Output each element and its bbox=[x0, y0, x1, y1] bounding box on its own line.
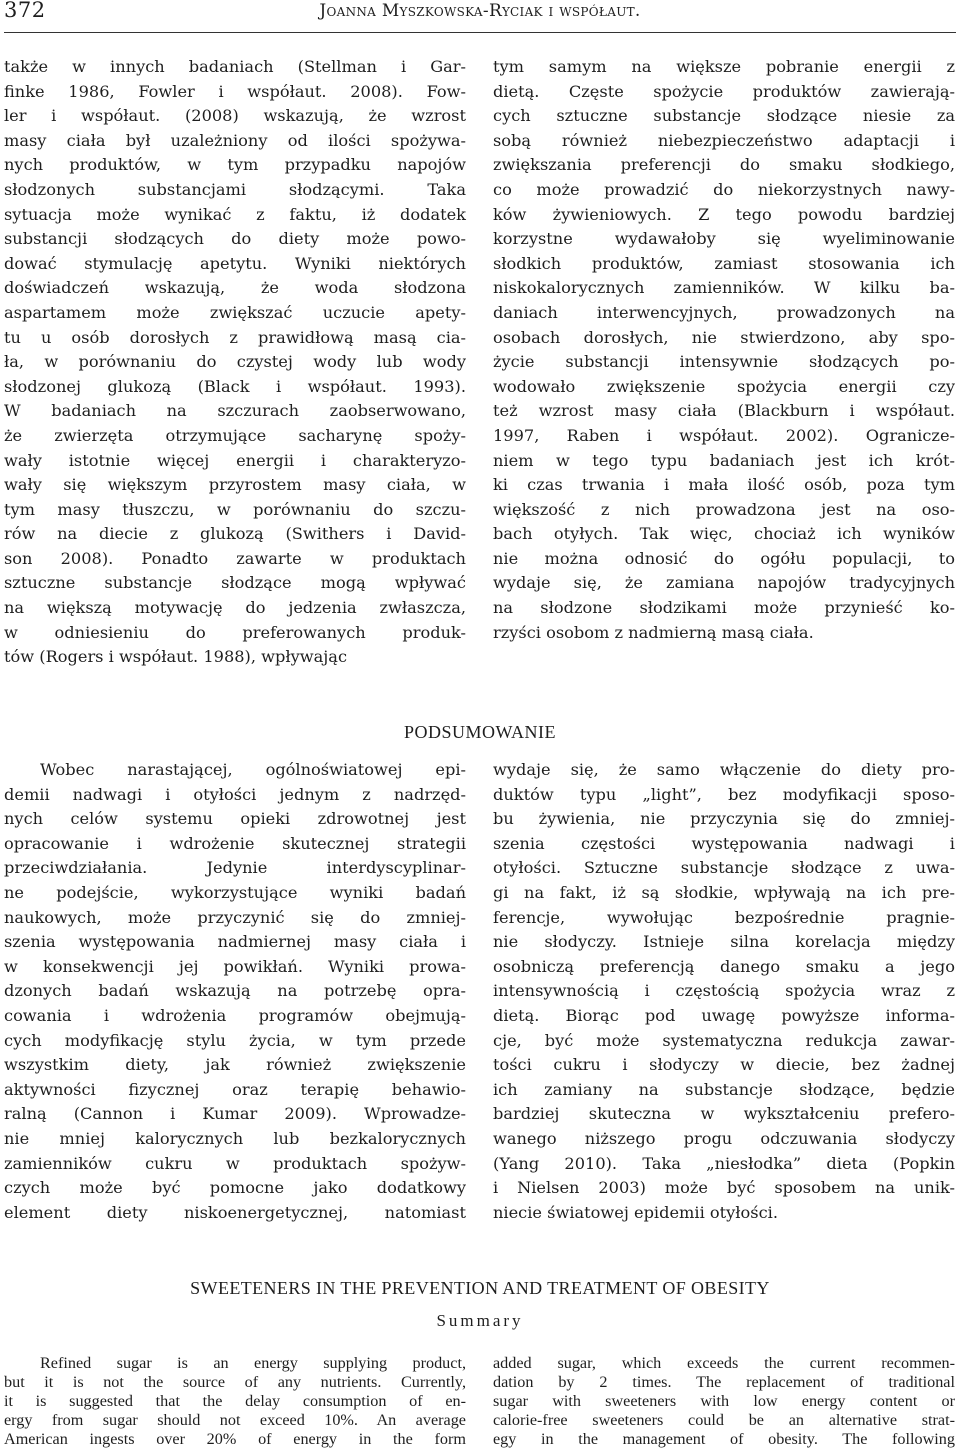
text-line: czych może być pomocne jako dodatkowy bbox=[4, 1178, 466, 1198]
text-line: wanego niższego progu odczuwania słodyczy bbox=[493, 1128, 955, 1148]
text-line: tów (Rogers i współaut. 1988), wpływając bbox=[4, 647, 348, 667]
text-line: ferencje, wywołując bezpośrednie pragnie- bbox=[493, 907, 955, 927]
text-line: w odniesieniu do preferowanych produk- bbox=[4, 622, 466, 642]
text-line: wały się większym przyrostem masy ciała, w bbox=[4, 475, 466, 495]
text-line: tym masy tłuszczu, w porównaniu do szczu- bbox=[4, 499, 466, 519]
text-line: ków żywieniowych. Z tego powodu bardziej bbox=[493, 204, 955, 224]
text-line: ergy from sugar should not exceed 10%. An average bbox=[4, 1411, 466, 1429]
text-line: rów na diecie z glukozą (Swithers i David- bbox=[4, 524, 466, 544]
text-line: osobniczą preferencją danego smaku a jego bbox=[493, 956, 955, 976]
running-head: Joanna Myszkowska-Ryciak i współaut. bbox=[319, 1, 641, 21]
english-title: SWEETENERS IN THE PREVENTION AND TREATMENT OF OBESITY bbox=[190, 1278, 770, 1298]
text-line: demii nadwagi i otyłości jednym z nadrzęd- bbox=[4, 784, 466, 804]
body-column-right bbox=[493, 55, 955, 645]
text-line: wydaje się, że samo włączenie do diety pro- bbox=[493, 760, 955, 779]
summary-en-column-right bbox=[493, 1354, 955, 1449]
text-line: aspartamem może zwiększać uczucie apety- bbox=[4, 302, 466, 322]
text-line: ralną (Cannon i Kumar 2009). Wprowadze- bbox=[4, 1104, 466, 1124]
text-line: masy ciała był uzależniony od ilości spożywa- bbox=[4, 130, 466, 150]
text-line: w konsekwencji jej powikłań. Wyniki prowa- bbox=[4, 956, 466, 976]
text-line: daniach interwencyjnych, prowadzonych na bbox=[493, 302, 955, 322]
text-line: życie substancji intensywnie słodzących po- bbox=[493, 352, 955, 372]
text-line: finke 1986, Fowler i współaut. 2008). Fow- bbox=[4, 81, 466, 101]
text-line: słodkich produktów, zamiast stosowania ich bbox=[493, 253, 955, 273]
text-line: tym samym na większe pobranie energii z bbox=[493, 57, 955, 76]
text-line: też wzrost masy ciała (Blackburn i współaut. bbox=[493, 401, 955, 421]
text-line: dation by 2 times. The replacement of traditional bbox=[493, 1373, 955, 1391]
text-line: niskokalorycznych zamienników. W kilku ba- bbox=[493, 278, 955, 298]
text-line: gi na fakt, iż są słodkie, wpływają na ich pre- bbox=[493, 882, 955, 902]
text-line: nych celów systemu opieki zdrowotnej jest bbox=[4, 809, 466, 829]
text-line: calorie-free sweeteners could be an alternative strat- bbox=[493, 1411, 955, 1429]
text-line: bu żywienia, nie przyczynia się do zmniej- bbox=[493, 809, 955, 829]
text-line: ne podejście, wykorzystujące wyniki badań bbox=[4, 882, 466, 902]
text-line: na większą motywację do jedzenia zwłaszcza, bbox=[4, 598, 466, 618]
text-line: niecie światowej epidemii otyłości. bbox=[493, 1202, 778, 1222]
text-line: egy in the management of obesity. The following bbox=[493, 1430, 955, 1448]
text-line: ich zamiany na substancje słodzące, będzie bbox=[493, 1079, 955, 1099]
text-line: i Nielsen 2003) może być sposobem na unik- bbox=[493, 1178, 955, 1198]
text-line: opracowanie i wdrożenie skutecznej strategii bbox=[4, 833, 466, 853]
text-line: przeciwdziałania. Jedynie interdyscyplinar- bbox=[4, 858, 466, 878]
text-line: nie mniej kalorycznych lub bezkalorycznych bbox=[4, 1128, 466, 1148]
text-line: zamienników cukru w produktach spożyw- bbox=[4, 1153, 466, 1173]
text-line: cje, być może systematyczna redukcja zawar- bbox=[493, 1030, 955, 1050]
text-line: it is suggested that the delay consumption of en- bbox=[4, 1392, 466, 1410]
text-line: Refined sugar is an energy supplying product, bbox=[40, 1354, 466, 1372]
text-line: doświadczeń wskazują, że woda słodzona bbox=[4, 278, 466, 298]
section-heading-podsumowanie: PODSUMOWANIE bbox=[403, 722, 556, 742]
text-line: dować stymulację apetytu. Wyniki niektórych bbox=[4, 253, 466, 273]
text-line: tu u osób dorosłych z prawidłową masą cia- bbox=[4, 327, 466, 347]
text-line: osobach dorosłych, nie stwierdzono, aby spo- bbox=[493, 327, 955, 347]
text-line: słodzonych substancjami słodzącymi. Taka bbox=[4, 179, 466, 199]
text-line: element diety niskoenergetycznej, natomiast bbox=[4, 1202, 466, 1222]
text-line: dzonych badań wskazują na potrzebę opra- bbox=[4, 981, 466, 1001]
text-line: American ingests over 20% of energy in the form bbox=[4, 1430, 466, 1448]
text-line: W badaniach na szczurach zaobserwowano, bbox=[4, 401, 466, 421]
text-line: wały istotnie więcej energii i charakteryzo- bbox=[4, 450, 466, 470]
text-line: ler i współaut. (2008) wskazują, że wzrost bbox=[4, 106, 466, 126]
text-line: zwiększania preferencji do smaku słodkiego, bbox=[493, 155, 955, 175]
body-column-left bbox=[4, 55, 466, 670]
text-line: nie słodyczy. Istnieje silna korelacja między bbox=[493, 932, 955, 952]
text-line: wodowało zwiększenie spożycia energii czy bbox=[493, 376, 955, 396]
text-line: wszystkim diety, jak również zwiększenie bbox=[4, 1055, 466, 1075]
text-line: sobą również niebezpieczeństwo adaptacji i bbox=[493, 130, 955, 150]
text-line: cych modyfikację stylu życia, w tym przede bbox=[4, 1030, 466, 1050]
text-line: 1997, Raben i współaut. 2002). Ogranicze- bbox=[493, 425, 955, 445]
text-line: korzystne wydawałoby się wyeliminowanie bbox=[493, 229, 955, 249]
header-rule bbox=[4, 32, 956, 33]
text-line: aktywności fizycznej oraz terapię behawio- bbox=[4, 1079, 466, 1099]
text-line: added sugar, which exceeds the current recommen- bbox=[493, 1354, 955, 1372]
summary-en-column-left bbox=[4, 1354, 466, 1449]
text-line: naukowych, może przyczynić się do zmniej- bbox=[4, 907, 466, 927]
text-line: na słodzone słodzikami może przynieść ko- bbox=[493, 598, 955, 618]
summary-pl-column-right bbox=[493, 758, 955, 1225]
text-line: cowania i wdrożenia programów obejmują- bbox=[4, 1005, 466, 1025]
text-line: ki czas trwania i mała ilość osób, poza tym bbox=[493, 475, 955, 495]
summary-heading: Summary bbox=[436, 1311, 524, 1330]
text-line: bach otyłych. Tak więc, chociaż ich wyników bbox=[493, 524, 955, 544]
text-line: ła, w porównaniu do czystej wody lub wody bbox=[4, 352, 466, 372]
text-line: bardziej skuteczna w wykształceniu prefero- bbox=[493, 1104, 955, 1124]
page-header bbox=[0, 0, 960, 30]
text-line: nych produktów, w tym przypadku napojów bbox=[4, 155, 466, 175]
text-line: dietą. Biorąc pod uwagę powyższe informa- bbox=[493, 1005, 955, 1025]
text-line: niem w tego typu badaniach jest ich krót- bbox=[493, 450, 955, 470]
text-line: sugar with sweeteners with low energy content or bbox=[493, 1392, 955, 1410]
text-line: także w innych badaniach (Stellman i Gar- bbox=[4, 57, 466, 76]
text-line: substancji słodzących do diety może powo- bbox=[4, 229, 466, 249]
text-line: tości cukru i słodyczy w diecie, bez żadnej bbox=[493, 1055, 955, 1075]
text-line: rzyści osobom z nadmierną masą ciała. bbox=[493, 622, 814, 642]
text-line: otyłości. Sztuczne substancje słodzące z uwa- bbox=[493, 858, 955, 878]
text-line: szenia częstości występowania nadwagi i bbox=[493, 833, 955, 853]
text-line: nie można odnosić do ogółu populacji, to bbox=[493, 548, 955, 568]
text-line: cych sztuczne substancje słodzące niesie za bbox=[493, 106, 955, 126]
text-line: intensywnością i częstością spożycia wraz z bbox=[493, 981, 955, 1001]
text-line: sztuczne substancje słodzące mogą wpływać bbox=[4, 573, 466, 593]
text-line: szenia występowania nadmiernej masy ciała i bbox=[4, 932, 466, 952]
text-line: dietą. Częste spożycie produktów zawierają- bbox=[493, 81, 955, 101]
text-line: słodzonej glukozą (Black i współaut. 1993). bbox=[4, 376, 466, 396]
text-line: że zwierzęta otrzymujące sacharynę spoży- bbox=[4, 425, 466, 445]
text-line: but it is not the source of any nutrients. Currently, bbox=[4, 1373, 466, 1391]
page-number: 372 bbox=[4, 0, 46, 22]
text-line: duktów typu „light”, bez modyfikacji sposo- bbox=[493, 784, 955, 804]
text-line: (Yang 2010). Taka „niesłodka” dieta (Popkin bbox=[493, 1153, 955, 1173]
text-line: Wobec narastającej, ogólnoświatowej epi- bbox=[40, 760, 466, 779]
text-line: wydaje się, że zamiana napojów tradycyjnych bbox=[493, 573, 955, 593]
summary-pl-column-left bbox=[4, 758, 466, 1225]
text-line: son 2008). Ponadto zawarte w produktach bbox=[4, 548, 466, 568]
text-line: większość z nich prowadzona jest na oso- bbox=[493, 499, 955, 519]
text-line: co może prowadzić do niekorzystnych nawy- bbox=[493, 179, 955, 199]
text-line: sytuacja może wynikać z faktu, iż dodatek bbox=[4, 204, 466, 224]
